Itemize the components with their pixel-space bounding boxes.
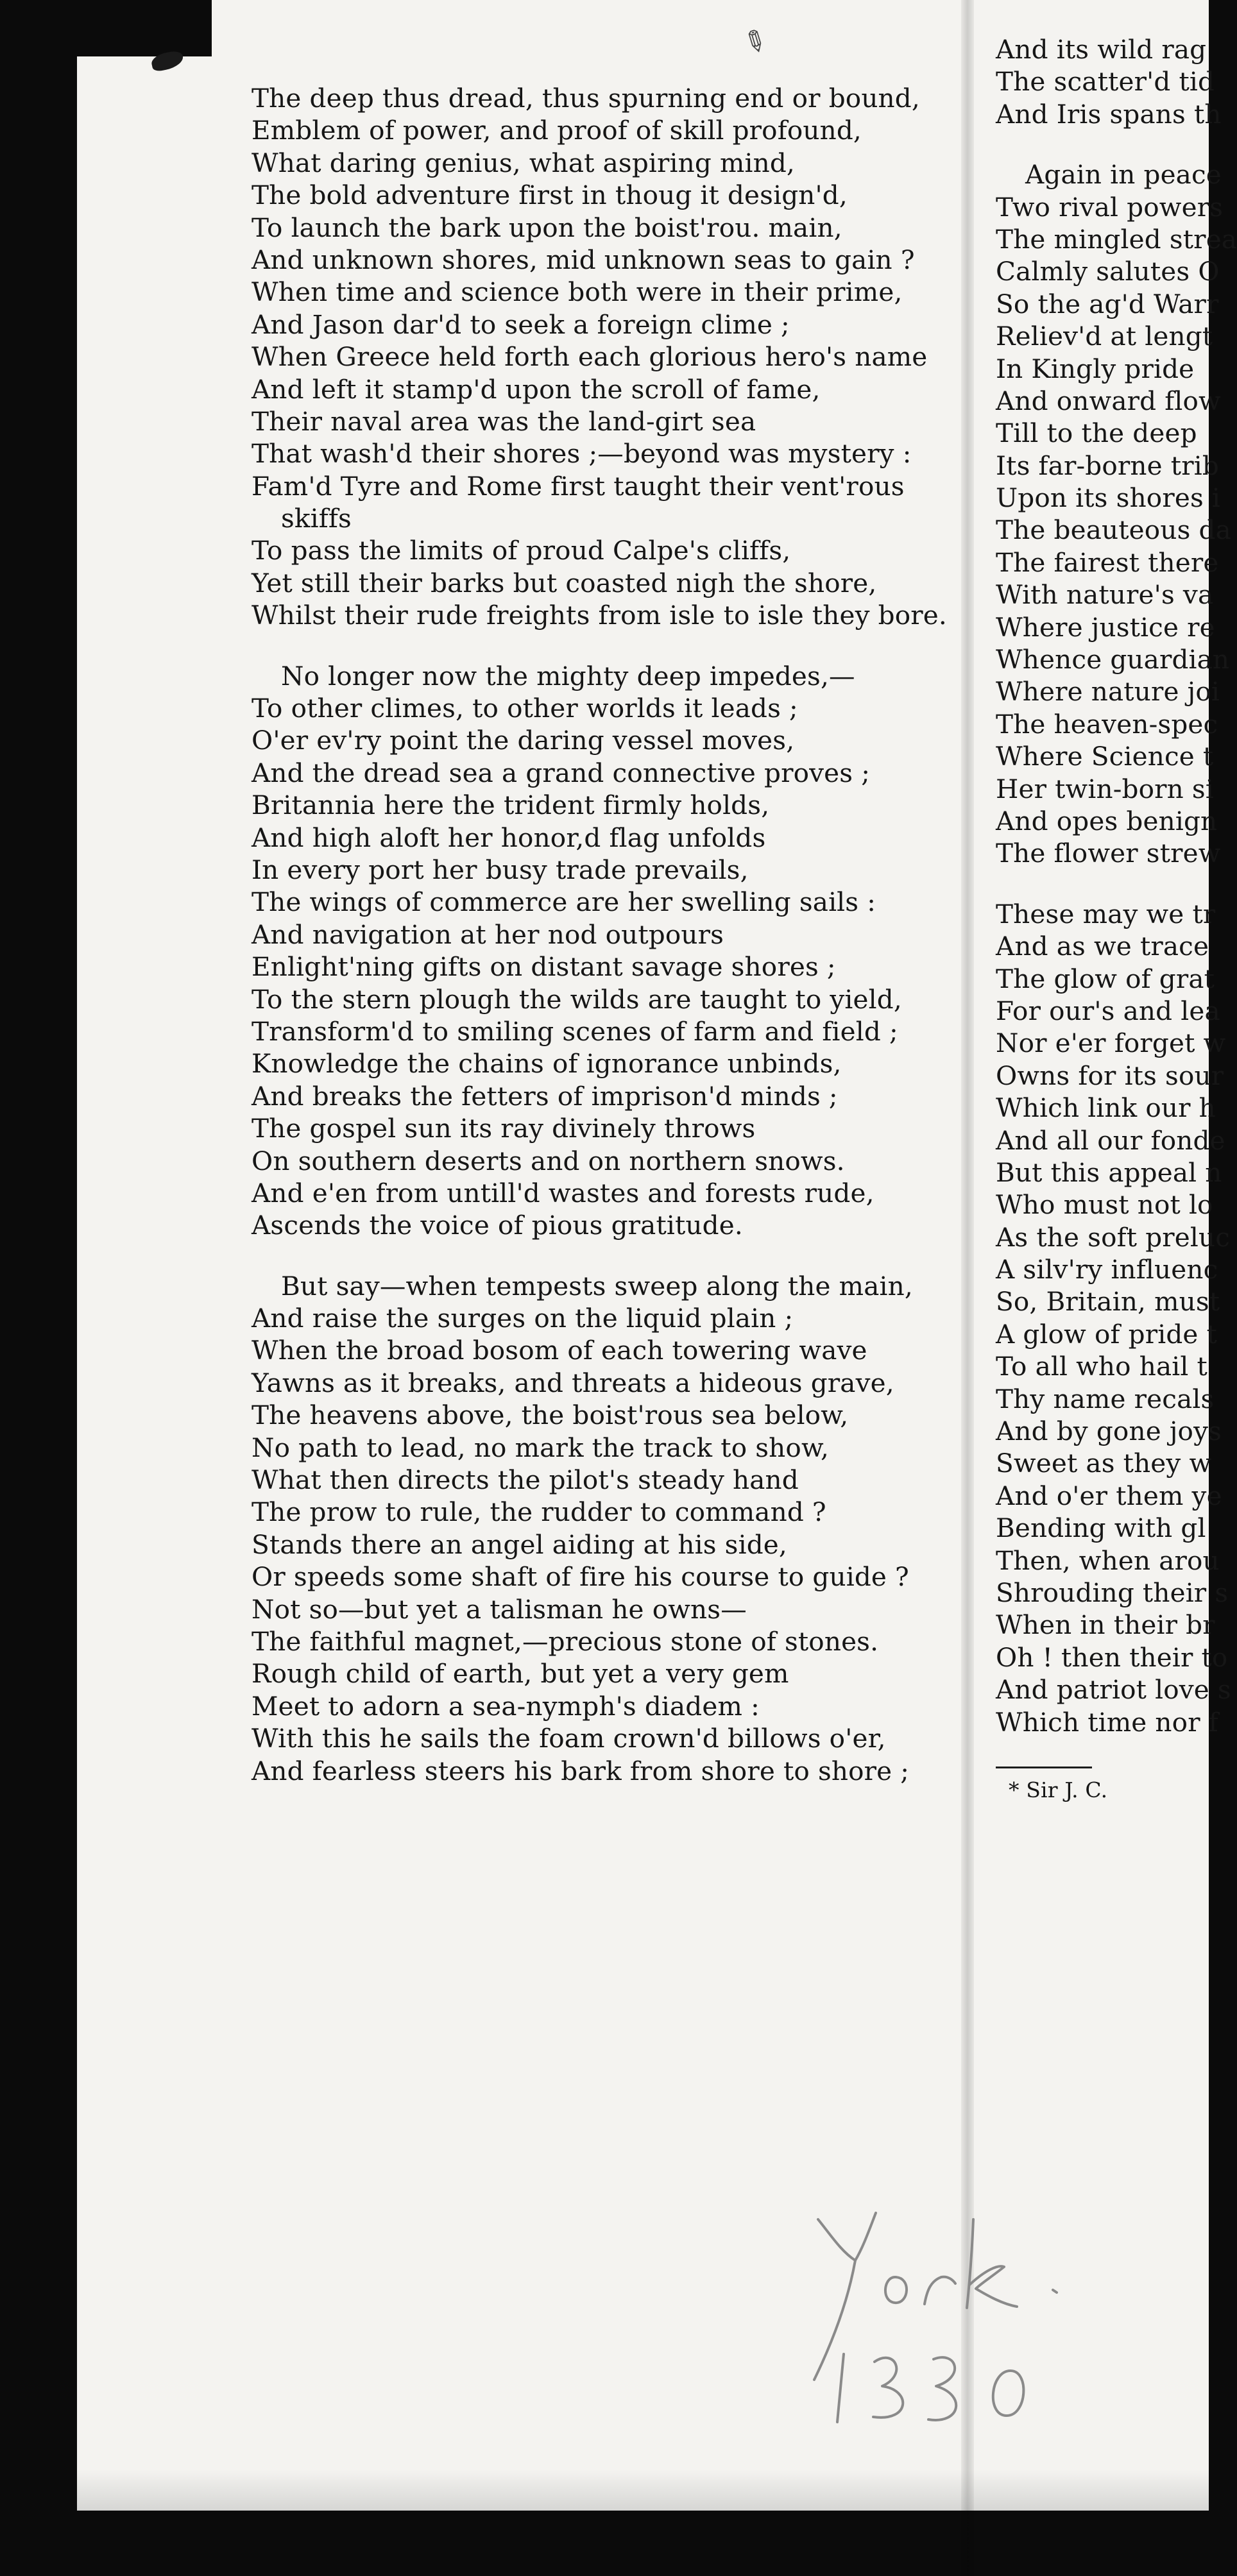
poem-line: Oh ! then their to bbox=[996, 1641, 1228, 1673]
poem-line: With nature's va bbox=[996, 579, 1214, 611]
right-poem-column-cropped bbox=[996, 33, 1237, 2407]
poem-line: And breaks the fetters of imprison'd minds ; bbox=[252, 1080, 838, 1112]
poem-line: A glow of pride t bbox=[996, 1318, 1218, 1350]
poem-line: In every port her busy trade prevails, bbox=[252, 854, 749, 885]
poem-line: When Greece held forth each glorious hero's name bbox=[252, 341, 928, 373]
stanza bbox=[996, 33, 1222, 130]
stanza bbox=[996, 158, 1237, 870]
poem-line: To pass the limits of proud Calpe's cliffs, bbox=[252, 535, 791, 566]
poem-line: The heaven-spec bbox=[996, 708, 1218, 740]
poem-line: And o'er them ye bbox=[996, 1480, 1222, 1511]
poem-line: skiffs bbox=[281, 503, 352, 534]
poem-line: What daring genius, what aspiring mind, bbox=[252, 147, 795, 178]
poem-line: Upon its shores i bbox=[996, 482, 1221, 514]
poem-line: Owns for its sour bbox=[996, 1060, 1224, 1091]
footnote: * Sir J. C. bbox=[1009, 1777, 1108, 1802]
poem-line: And raise the surges on the liquid plain ; bbox=[252, 1303, 794, 1334]
poem-line: The bold adventure first in thoug it design'd, bbox=[252, 180, 848, 211]
poem-line: The scatter'd tid bbox=[996, 66, 1215, 97]
pencil-annotation-york-1830 bbox=[799, 2194, 1132, 2437]
poem-line: Ascends the voice of pious gratitude. bbox=[252, 1210, 743, 1241]
poem-line: Sweet as they w bbox=[996, 1448, 1212, 1479]
poem-line: But this appeal n bbox=[996, 1157, 1222, 1188]
poem-line: And by gone joys bbox=[996, 1416, 1222, 1447]
poem-line: Which time nor f bbox=[996, 1706, 1218, 1738]
poem-line: Knowledge the chains of ignorance unbinds, bbox=[252, 1048, 842, 1080]
poem-line: The gospel sun its ray divinely throws bbox=[252, 1113, 756, 1144]
poem-line: To the stern plough the wilds are taught to yield, bbox=[252, 983, 902, 1015]
poem-line: And all our fonde bbox=[996, 1124, 1225, 1156]
stanza bbox=[252, 82, 947, 632]
poem-line: Where justice re bbox=[996, 611, 1215, 643]
poem-line: When in their br bbox=[996, 1609, 1215, 1641]
poem-line: These may we tr bbox=[996, 898, 1216, 929]
poem-line: Thy name recals bbox=[996, 1383, 1215, 1414]
poem-line: And Jason dar'd to seek a foreign clime ; bbox=[252, 309, 790, 340]
poem-line: No path to lead, no mark the track to show, bbox=[252, 1432, 829, 1463]
poem-line: A silv'ry influenc bbox=[996, 1254, 1218, 1285]
poem-line: Fam'd Tyre and Rome first taught their vent'rous bbox=[252, 470, 905, 502]
poem-line: Bending with gl bbox=[996, 1513, 1206, 1544]
poem-line: Nor e'er forget w bbox=[996, 1028, 1226, 1059]
poem-line: And the dread sea a grand connective proves ; bbox=[252, 757, 871, 788]
poem-line: When time and science both were in their prime, bbox=[252, 276, 903, 308]
poem-line: But say—when tempests sweep along the main, bbox=[281, 1270, 913, 1301]
poem-line: Their naval area was the land-girt sea bbox=[252, 405, 756, 437]
stanza bbox=[996, 898, 1231, 1738]
poem-line: And patriot love s bbox=[996, 1674, 1231, 1706]
poem-line: No longer now the mighty deep impedes,— bbox=[281, 660, 855, 691]
poem-line: Yawns as it breaks, and threats a hideous grave, bbox=[252, 1367, 894, 1398]
poem-line: Emblem of power, and proof of skill profound, bbox=[252, 115, 862, 146]
poem-line: Its far-borne trib bbox=[996, 450, 1219, 481]
poem-line: The beauteous da bbox=[996, 514, 1231, 546]
poem-line: Or speeds some shaft of fire his course to guide ? bbox=[252, 1561, 909, 1593]
poem-line: Not so—but yet a talisman he owns— bbox=[252, 1593, 747, 1625]
poem-line: Transform'd to smiling scenes of farm and field ; bbox=[252, 1015, 898, 1047]
poem-line: And Iris spans th bbox=[996, 98, 1222, 130]
poem-line: Which link our h bbox=[996, 1092, 1216, 1124]
column-gutter bbox=[961, 0, 974, 2576]
poem-line: Whilst their rude freights from isle to isle they bore. bbox=[252, 600, 947, 631]
poem-line: What then directs the pilot's steady hand bbox=[252, 1464, 799, 1496]
ink-stray-mark: ✎ bbox=[737, 22, 773, 62]
poem-line: When the broad bosom of each towering wave bbox=[252, 1335, 867, 1366]
poem-line: And left it stamp'd upon the scroll of fame, bbox=[252, 373, 821, 405]
poem-line: As the soft preluc bbox=[996, 1221, 1231, 1253]
poem-line: And unknown shores, mid unknown seas to gain ? bbox=[252, 244, 915, 275]
poem-line: To all who hail t bbox=[996, 1351, 1207, 1382]
poem-line: The wings of commerce are her swelling sails : bbox=[252, 886, 876, 918]
poem-line: For our's and lea bbox=[996, 995, 1220, 1026]
poem-line: Again in peace bbox=[1025, 159, 1222, 191]
poem-line: In Kingly pride bbox=[996, 353, 1195, 384]
stanza bbox=[252, 1270, 944, 1787]
poem-line: And high aloft her honor,d flag unfolds bbox=[252, 822, 766, 853]
left-poem-column bbox=[252, 82, 947, 1815]
poem-line: Till to the deep bbox=[996, 418, 1197, 449]
footnote-rule bbox=[996, 1767, 1092, 1768]
poem-line: Stands there an angel aiding at his side, bbox=[252, 1529, 787, 1560]
poem-line: And as we trace bbox=[996, 931, 1209, 962]
poem-line: And navigation at her nod outpours bbox=[252, 919, 724, 950]
poem-line: On southern deserts and on northern snows. bbox=[252, 1145, 845, 1176]
poem-line: Where Science t bbox=[996, 741, 1214, 772]
poem-line: Rough child of earth, but yet a very gem bbox=[252, 1658, 789, 1690]
poem-line: Meet to adorn a sea-nymph's diadem : bbox=[252, 1690, 760, 1722]
poem-line: The flower strew bbox=[996, 838, 1221, 869]
poem-line: The faithful magnet,—precious stone of stones. bbox=[252, 1625, 879, 1657]
poem-line: And onward flow bbox=[996, 385, 1221, 416]
poem-line: The deep thus dread, thus spurning end or bound, bbox=[252, 83, 920, 114]
poem-line: Britannia here the trident firmly holds, bbox=[252, 790, 770, 821]
poem-line: Who must not lo bbox=[996, 1189, 1213, 1221]
poem-line: The prow to rule, the rudder to command ? bbox=[252, 1496, 826, 1528]
poem-line: Whence guardian bbox=[996, 644, 1230, 675]
poem-line: That wash'd their shores ;—beyond was mystery : bbox=[252, 438, 912, 470]
poem-line: Reliev'd at lengt bbox=[996, 321, 1213, 352]
poem-line: With this he sails the foam crown'd billows o'er, bbox=[252, 1723, 886, 1754]
poem-line: O'er ev'ry point the daring vessel moves, bbox=[252, 725, 795, 756]
poem-line: To launch the bark upon the boist'rou. main, bbox=[252, 212, 842, 243]
poem-line: Enlight'ning gifts on distant savage shores ; bbox=[252, 951, 836, 983]
poem-line: Yet still their barks but coasted nigh the shore, bbox=[252, 567, 877, 598]
poem-line: So, Britain, must bbox=[996, 1286, 1220, 1318]
poem-line: The glow of grat bbox=[996, 963, 1215, 994]
poem-line: And fearless steers his bark from shore to shore ; bbox=[252, 1755, 910, 1786]
poem-line: Then, when arou bbox=[996, 1545, 1220, 1576]
poem-line: Two rival powers bbox=[996, 191, 1224, 223]
poem-line: So the ag'd Warr bbox=[996, 288, 1219, 319]
poem-line: Her twin-born si bbox=[996, 773, 1214, 804]
page-bottom-shadow bbox=[77, 2470, 1209, 2511]
poem-line: To other climes, to other worlds it leads ; bbox=[252, 693, 798, 724]
poem-line: And e'en from untill'd wastes and forests rude, bbox=[252, 1177, 874, 1208]
poem-line: Calmly salutes O bbox=[996, 256, 1220, 287]
poem-line: The fairest there bbox=[996, 547, 1219, 578]
stanza bbox=[252, 660, 944, 1242]
poem-line: Shrouding their s bbox=[996, 1577, 1229, 1608]
poem-line: And opes benign bbox=[996, 805, 1218, 836]
poem-line: Where nature joi bbox=[996, 676, 1220, 708]
poem-line: The mingled strea bbox=[996, 223, 1237, 255]
poem-line: And its wild rag bbox=[996, 34, 1207, 65]
poem-line: The heavens above, the boist'rous sea below, bbox=[252, 1400, 849, 1431]
